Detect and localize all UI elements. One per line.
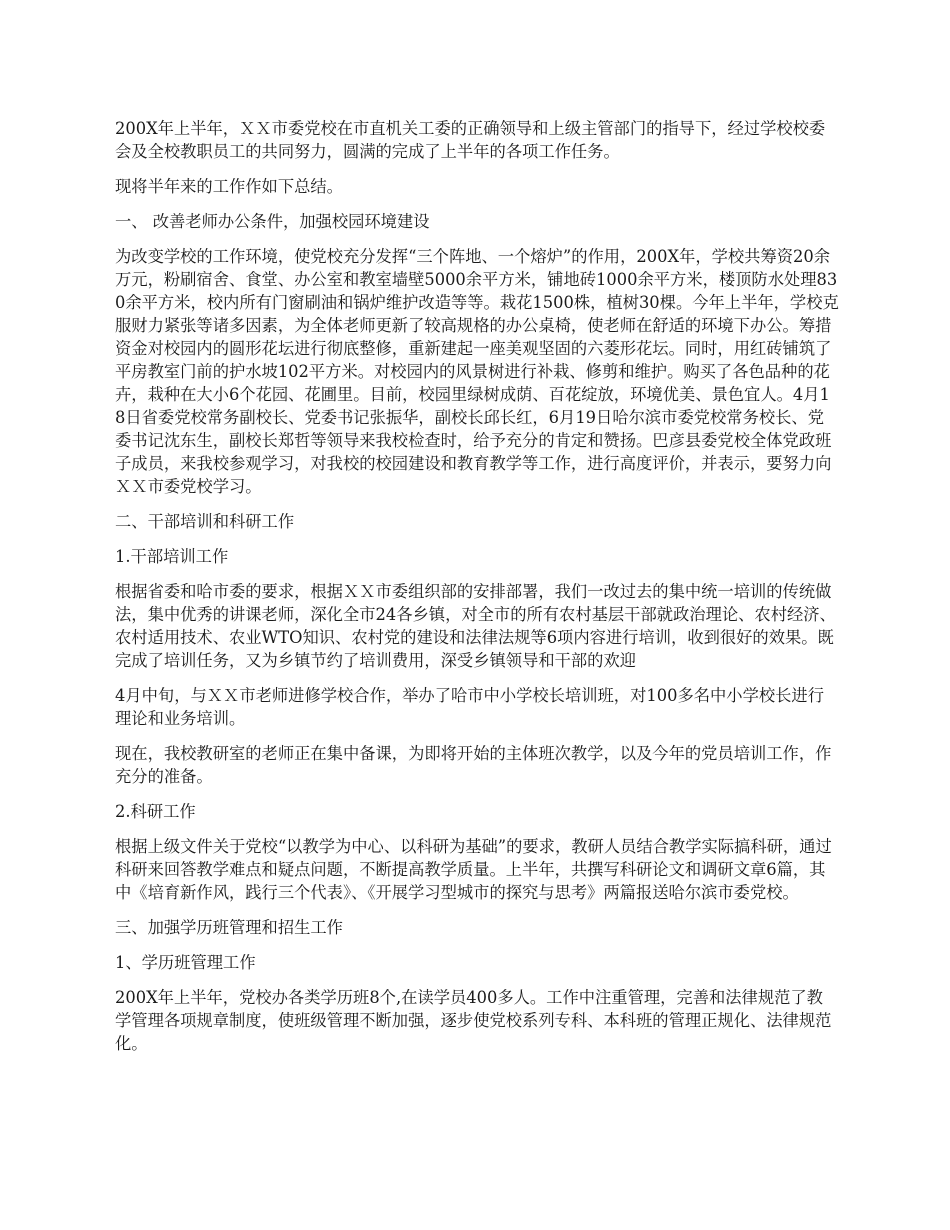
preparation-paragraph: 现在，我校教研室的老师正在集中备课，为即将开始的主体班次教学，以及今年的党员培训工作，作充分的准备。 <box>115 744 832 786</box>
environment-paragraph: 为改变学校的工作环境，使党校充分发挥“三个阵地、一个熔炉”的作用，200X年，学校共筹资20余万元，粉刷宿舍、食堂、办公室和教室墙壁5000余平方米，铺地砖1000余平方米，楼顶防水处理830余平方米，校内所有门窗刷油和锅炉维护改造等等。栽花1500株，植树30棵。今年上半年，学校克服财力紧张等诸多因素，为全体老师更新了较高规格的办公桌椅，使老师在舒适的环境下办公。筹措资金对校园内的圆形花坛进行彻底整修，重新建起一座美观坚固的六菱形花坛。同时，用红砖铺筑了平房教室门前的护水坡102平方米。对校园内的风景树进行补栽、修剪和维护。购买了各色品种的花卉，栽种在大小6个花园、花圃里。目前，校园里绿树成荫、百花绽放，环境优美、景色宜人。4月18日省委党校常务副校长、党委书记张振华，副校长邱长红，6月19日哈尔滨市委党校常务校长、党委书记沈东生，副校长郑哲等领导来我校检查时，给予充分的肯定和赞扬。巴彦县委党校全体党政班子成员，来我校参观学习，对我校的校园建设和教育教学等工作，进行高度评价，并表示，要努力向ＸＸ市委党校学习。 <box>115 247 839 496</box>
cadre-training-paragraph: 根据省委和哈市委的要求，根据ＸＸ市委组织部的安排部署，我们一改过去的集中统一培训的传统做法，集中优秀的讲课老师，深化全市24各乡镇，对全市的所有农村基层干部就政治理论、农村经济、农村适用技术、农业WTO知识、农村党的建设和法律法规等6项内容进行培训，收到很好的效果。既完成了培训任务，又为乡镇节约了培训费用，深受乡镇领导和干部的欢迎 <box>115 582 836 670</box>
section-heading-3: 三、加强学历班管理和招生工作 <box>115 918 343 937</box>
summary-lead: 现将半年来的工作作如下总结。 <box>115 177 343 196</box>
principal-training-paragraph: 4月中旬，与ＸＸ市老师进修学校合作，举办了哈市中小学校长培训班，对100多名中小学校长进行理论和业务培训。 <box>115 686 824 728</box>
subsection-heading-research: 2.科研工作 <box>115 802 196 821</box>
document-body <box>115 117 839 1067</box>
subsection-heading-class-management: 1、学历班管理工作 <box>115 953 256 972</box>
intro-paragraph: 200X年上半年，ＸＸ市委党校在市直机关工委的正确领导和上级主管部门的指导下，经过学校校委会及全校教职员工的共同努力，圆满的完成了上半年的各项工作任务。 <box>115 119 826 161</box>
research-paragraph: 根据上级文件关于党校“以教学为中心、以科研为基础”的要求，教研人员结合教学实际搞科研，通过科研来回答教学难点和疑点问题，不断提高教学质量。上半年，共撰写科研论文和调研文章6篇，其中《培育新作风，践行三个代表》、《开展学习型城市的探究与思考》两篇报送哈尔滨市委党校。 <box>115 837 832 902</box>
section-heading-2: 二、干部培训和科研工作 <box>115 512 295 531</box>
section-heading-1: 一、 改善老师办公条件，加强校园环境建设 <box>115 212 430 231</box>
class-management-paragraph: 200X年上半年，党校办各类学历班8个,在读学员400多人。工作中注重管理，完善和法律规范了教学管理各项规章制度，使班级管理不断加强，逐步使党校系列专科、本科班的管理正规化、法律规范化。 <box>115 988 832 1053</box>
subsection-heading-cadre-training: 1.干部培训工作 <box>115 547 229 566</box>
